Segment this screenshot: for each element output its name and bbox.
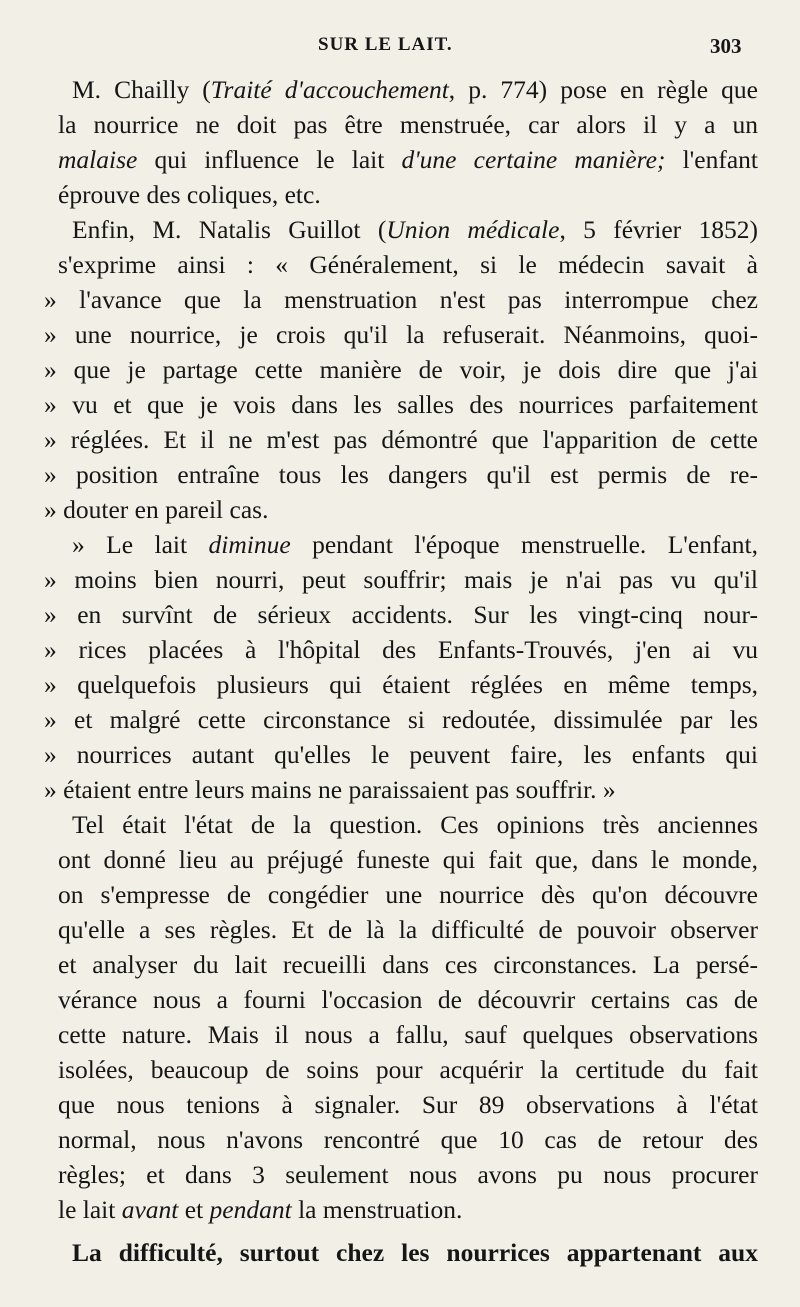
text-line: le lait avant et pendant la menstruation. [58, 1195, 463, 1224]
text-line: isolées, beaucoup de soins pour acquérir la certitude du fait [58, 1055, 758, 1084]
text-line: ont donné lieu au préjugé funeste qui fait que, dans le monde, [58, 845, 758, 874]
text-line: Tel était l'état de la question. Ces opinions très anciennes [72, 810, 758, 839]
text-line: vérance nous a fourni l'occasion de découvrir certains cas de [58, 985, 758, 1014]
text-line: » rices placées à l'hôpital des Enfants-Trouvés, j'en ai vu [44, 635, 758, 664]
text-line: » Le lait diminue pendant l'époque menstruelle. L'enfant, [72, 530, 758, 559]
text-line: et analyser du lait recueilli dans ces circonstances. La persé- [58, 950, 758, 979]
text-line: » l'avance que la menstruation n'est pas interrompue chez [44, 285, 758, 314]
text-line: la nourrice ne doit pas être menstruée, car alors il y a un [58, 110, 758, 139]
text-line: malaise qui influence le lait d'une certaine manière; l'enfant [58, 145, 758, 174]
text-line: M. Chailly (Traité d'accouchement, p. 774) pose en règle que [72, 75, 758, 104]
text-line: » et malgré cette circonstance si redoutée, dissimulée par les [44, 705, 758, 734]
text-line: » moins bien nourri, peut souffrir; mais je n'ai pas vu qu'il [44, 565, 758, 594]
text-line: éprouve des coliques, etc. [58, 180, 321, 209]
text-line: La difficulté, surtout chez les nourrices appartenant aux [72, 1238, 758, 1267]
text-line: » quelquefois plusieurs qui étaient réglées en même temps, [44, 670, 758, 699]
text-line: » nourrices autant qu'elles le peuvent faire, les enfants qui [44, 740, 758, 769]
text-line: » étaient entre leurs mains ne paraissaient pas souffrir. » [44, 775, 616, 804]
text-line: » une nourrice, je crois qu'il la refuserait. Néanmoins, quoi- [44, 320, 758, 349]
page-number: 303 [710, 34, 742, 58]
text-line: » en survînt de sérieux accidents. Sur les vingt-cinq nour- [44, 600, 758, 629]
text-line: qu'elle a ses règles. Et de là la difficulté de pouvoir observer [58, 915, 758, 944]
text-line: cette nature. Mais il nous a fallu, sauf quelques observations [58, 1020, 758, 1049]
text-line: Enfin, M. Natalis Guillot (Union médicale, 5 février 1852) [72, 215, 758, 244]
running-head [0, 34, 800, 62]
text-line: normal, nous n'avons rencontré que 10 cas de retour des [58, 1125, 758, 1154]
text-line: » position entraîne tous les dangers qu'il est permis de re- [44, 460, 758, 489]
text-line: règles; et dans 3 seulement nous avons pu nous procurer [58, 1160, 758, 1189]
text-line: on s'empresse de congédier une nourrice dès qu'on découvre [58, 880, 758, 909]
text-line: » vu et que je vois dans les salles des nourrices parfaitement [44, 390, 758, 419]
text-line: » que je partage cette manière de voir, je dois dire que j'ai [44, 355, 758, 384]
text-line: » réglées. Et il ne m'est pas démontré que l'apparition de cette [44, 425, 758, 454]
text-line: » douter en pareil cas. [44, 495, 269, 524]
text-line: que nous tenions à signaler. Sur 89 observations à l'état [58, 1090, 758, 1119]
text-line: s'exprime ainsi : « Généralement, si le médecin savait à [58, 250, 758, 279]
running-head-title: SUR LE LAIT. [318, 34, 453, 55]
